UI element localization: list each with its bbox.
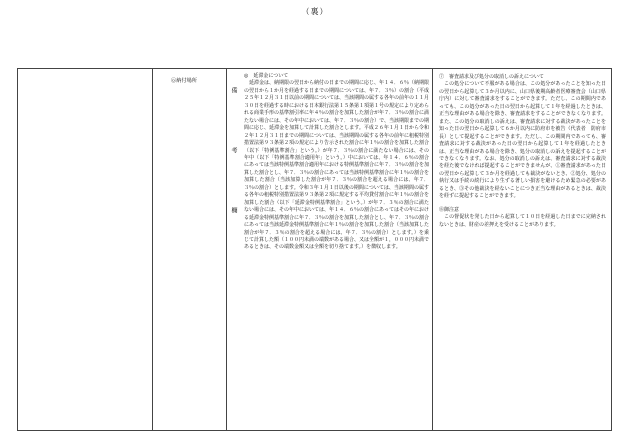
appeal-body: この処分について不服がある場合は、この処分があったことを知った日の翌日から起算して３か月以内に、山口県後期高齢者医療審査会（山口県庁内）に対して審査請求をすることができます。ただし、この期間内であっても、この処分があった日の翌日から起算して１年を経過したときは、正当な理由がある場合を除き、審査請求をすることができなくなります。また、この処分の取消しの訴えは、審査請求に対する裁決があったことを知った日の翌日から起算して６か月以内に防府市を被告（代表者 防府市長）として提起することができます。ただし、この期間内であっても、審査請求に対する裁決があった日の翌日から起算して１年を経過したときは、正当な理由がある場合を除き、処分の取消しの訴えを提起することができなくなります。なお、処分の取消しの訴えは、審査請求に対する裁決を経た後でなければ提起することができませんが、①審査請求があった日の翌日から起算して３か月を経過しても裁決がないとき、②処分、処分の執行又は手続の続行により生ずる著しい損害を避けるため緊急の必要があるとき、③その他裁決を経ないことにつき正当な理由があるときは、裁決を経ずに提起することができます。 (439, 81, 606, 200)
delinquency-heading: ◎ 延滞金について (244, 73, 289, 79)
payment-place-label: ⑥納付場所 (171, 78, 197, 84)
notice-table (17, 68, 612, 431)
appeal-heading: ⑦ 審査請求及び処分の取消しの訴えについて (439, 74, 544, 80)
delinquency-body: 延滞金は、納期限の翌日から納付の日までの期間に応じ、年１４．６％（納期限の翌日から１か月を経過する日までの期間については、年７．３％）の割合（平成２５年１２月３１日以前の期間については、当該期間の属する各年の前年の１１月３０日を経過する時における日本銀行法第１５条第１項第１号の規定により定められる商業手形の基準割引率に年４％の割合を加算した割合が年７．３％の割合に満たない場合には、その年中においては、年７．３％の割合）で、当該期限までの期間に応じ、延滞金を加算して計算した割合とします。平成２６年１月１日から令和２年１２月３１日までの期間については、当該期間の属する各年の前年に租税特別措置法第９３条第２項の規定により告示された割合に年１％の割合を加算した割合（以下「特例基準割合」という。）が年７．３％の割合に満たない場合には、その年中（以下「特例基準割合適用年」という。）中においては、年１４．６％の割合にあっては当該特例基準割合適用年における特例基準割合に年７．３％の割合を加算した割合とし、年７．３％の割合にあっては当該特例基準割合に年１％の割合を加算した割合（当該加算した割合が年７．３％の割合を超える場合には、年７．３％の割合）とします。令和３年１月１日以後の期間については、当該期間の属する各年の租税特別措置法第９３条第２項に規定する平均貸付割合に年１％の割合を加算した割合（以下「延滞金特例基準割合」という。）が年７．３％の割合に満たない場合には、その年中においては、年１４．６％の割合にあってはその年における延滞金特例基準割合に年７．３％の割合を加算した割合とし、年７．３％の割合にあっては当該延滞金特例基準割合に年１％の割合を加算した割合（当該加算した割合が年７．３％の割合を超える場合には、年７．３％の割合）とします。）を乗じて計算した額（１００円未満の端数がある場合、又は全額が１，０００円未満であるときは、その端数金額又は全額を切り捨てます。）を徴収します。 (244, 80, 430, 251)
appeal-cell (433, 69, 612, 431)
delinquency-section (244, 73, 429, 252)
remarks-vertical-column (231, 73, 244, 252)
empty-cell (18, 69, 153, 431)
remarks-vertical-label: 備 考 欄 (230, 87, 237, 227)
payment-place-cell (153, 69, 227, 431)
notes-body: この督促状を発した日から起算して１０日を経過した日までに完納されないときは、財産の差押えを受けることがあります。 (439, 214, 606, 228)
remarks-cell (227, 69, 433, 431)
page-heading: （裏） (301, 7, 329, 16)
notes-heading: ⑧御注意 (439, 206, 460, 213)
notice-row (18, 69, 612, 431)
